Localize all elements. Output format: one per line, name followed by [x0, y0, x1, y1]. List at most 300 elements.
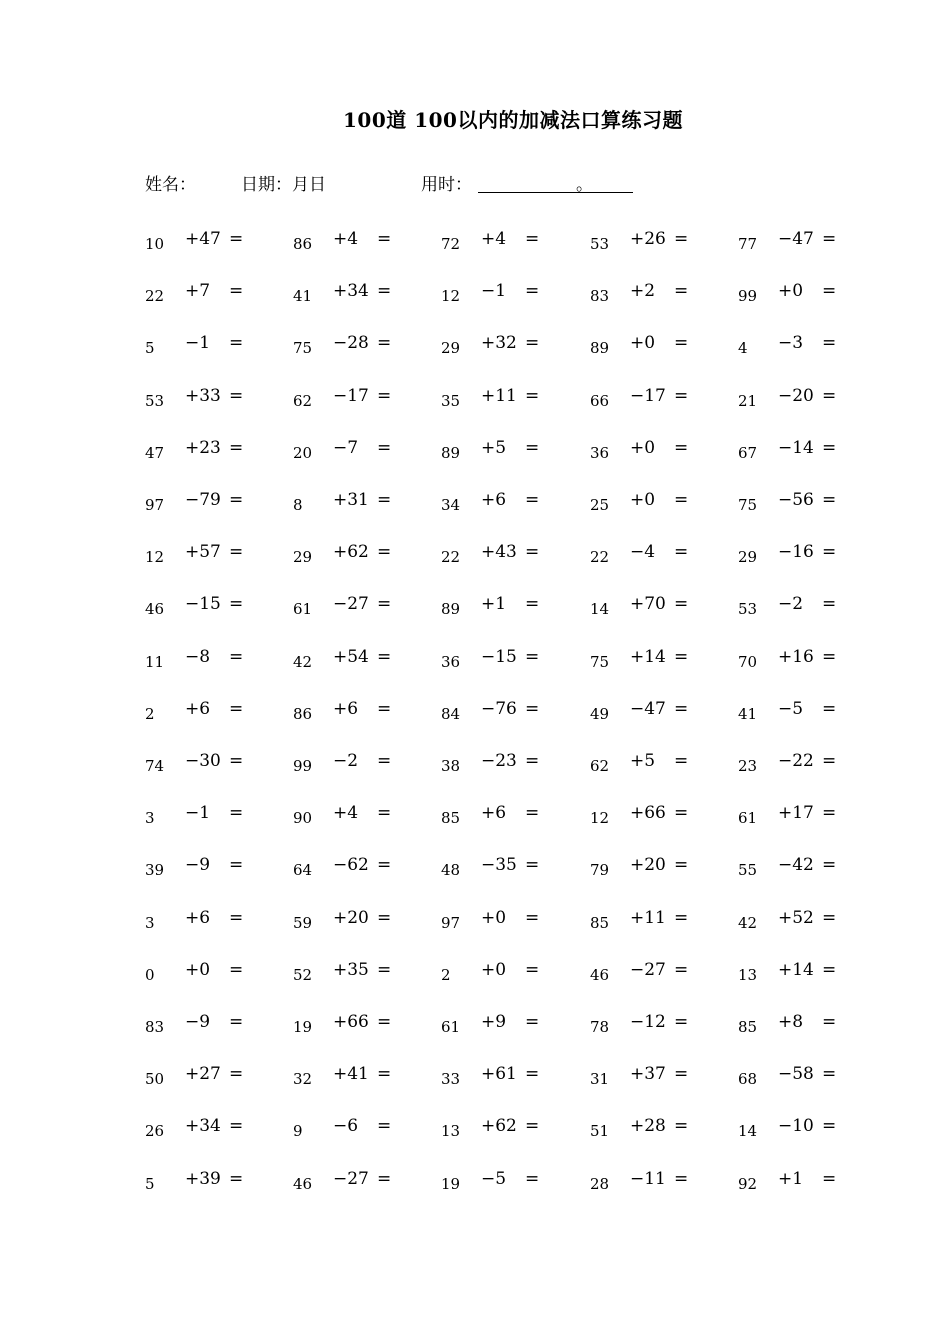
first-operand: 42	[738, 913, 758, 932]
problem-item	[145, 699, 255, 725]
operator-operand: +0	[778, 281, 804, 302]
first-operand: 67	[738, 443, 758, 462]
operator-operand: −9	[185, 855, 211, 876]
operator-operand: −76	[481, 698, 517, 719]
equals-sign: =	[674, 698, 689, 719]
problem-item	[738, 490, 848, 516]
equals-sign: =	[377, 385, 392, 406]
first-operand: 99	[738, 287, 758, 306]
equals-sign: =	[674, 855, 689, 876]
first-operand: 53	[590, 235, 610, 253]
equals-sign: =	[822, 855, 837, 876]
operator-operand: −10	[778, 1116, 814, 1137]
problem-item	[293, 699, 403, 725]
equals-sign: =	[377, 333, 392, 354]
operator-operand: +4	[333, 803, 359, 824]
first-operand: 22	[441, 548, 461, 567]
first-operand: 5	[145, 1174, 155, 1193]
first-operand: 23	[738, 757, 758, 775]
operator-operand: −12	[630, 1012, 666, 1032]
problem-item	[738, 960, 848, 986]
operator-operand: −42	[778, 855, 814, 876]
operator-operand: −17	[333, 385, 369, 406]
problem-item	[293, 386, 403, 412]
problem-item	[293, 438, 403, 464]
operator-operand: −27	[630, 959, 666, 980]
equals-sign: =	[822, 490, 837, 510]
equals-sign: =	[674, 646, 689, 667]
problem-item	[441, 1169, 551, 1195]
equals-sign: =	[377, 803, 392, 824]
problem-item	[293, 1064, 403, 1090]
problem-item	[145, 1064, 255, 1090]
first-operand: 33	[441, 1070, 461, 1089]
operator-operand: +0	[481, 959, 507, 980]
first-operand: 86	[293, 704, 313, 723]
first-operand: 31	[590, 1070, 610, 1089]
problem-item	[145, 386, 255, 412]
first-operand: 13	[441, 1122, 461, 1141]
operator-operand: −5	[481, 1168, 507, 1189]
first-operand: 29	[293, 548, 313, 567]
equals-sign: =	[822, 437, 837, 458]
equals-sign: =	[822, 229, 837, 249]
problem-item	[145, 281, 255, 307]
problem-item	[738, 699, 848, 725]
equals-sign: =	[525, 907, 540, 928]
problem-item	[441, 803, 551, 829]
problem-item	[738, 1012, 848, 1038]
operator-operand: −2	[778, 594, 804, 615]
problem-item	[441, 647, 551, 673]
equals-sign: =	[377, 229, 392, 249]
operator-operand: −28	[333, 333, 369, 354]
first-operand: 83	[590, 287, 610, 306]
equals-sign: =	[674, 594, 689, 615]
equals-sign: =	[525, 333, 540, 354]
operator-operand: +33	[185, 385, 221, 406]
equals-sign: =	[229, 229, 244, 249]
operator-operand: +0	[630, 437, 656, 458]
operator-operand: −47	[778, 229, 814, 249]
problem-item	[441, 699, 551, 725]
problem-item	[590, 386, 700, 412]
equals-sign: =	[229, 959, 244, 980]
operator-operand: +20	[630, 855, 666, 876]
operator-operand: −20	[778, 385, 814, 406]
problem-item	[145, 751, 255, 777]
first-operand: 79	[590, 861, 610, 880]
first-operand: 34	[441, 496, 461, 514]
problem-item	[738, 751, 848, 777]
operator-operand: −23	[481, 751, 517, 771]
first-operand: 75	[590, 652, 610, 671]
first-operand: 36	[441, 652, 461, 671]
first-operand: 89	[441, 443, 461, 462]
first-operand: 3	[145, 809, 155, 828]
operator-operand: −1	[185, 803, 211, 824]
operator-operand: +70	[630, 594, 666, 615]
equals-sign: =	[229, 803, 244, 824]
operator-operand: −35	[481, 855, 517, 876]
first-operand: 47	[145, 443, 165, 462]
problem-item	[590, 542, 700, 568]
problem-item	[145, 438, 255, 464]
operator-operand: +14	[778, 959, 814, 980]
first-operand: 97	[145, 496, 165, 514]
equals-sign: =	[674, 281, 689, 302]
operator-operand: −4	[630, 542, 656, 563]
operator-operand: +6	[333, 698, 359, 719]
first-operand: 77	[738, 235, 758, 253]
first-operand: 46	[590, 965, 610, 984]
first-operand: 78	[590, 1018, 610, 1036]
first-operand: 25	[590, 496, 610, 514]
first-operand: 22	[145, 287, 165, 306]
equals-sign: =	[822, 959, 837, 980]
first-operand: 49	[590, 704, 610, 723]
equals-sign: =	[822, 803, 837, 824]
problem-item	[590, 438, 700, 464]
problem-item	[441, 281, 551, 307]
equals-sign: =	[377, 646, 392, 667]
problem-item	[738, 333, 848, 359]
equals-sign: =	[377, 855, 392, 876]
problem-item	[738, 1064, 848, 1090]
operator-operand: +9	[481, 1012, 507, 1032]
operator-operand: +41	[333, 1064, 369, 1085]
first-operand: 85	[441, 809, 461, 828]
equals-sign: =	[377, 490, 392, 510]
problem-item	[145, 542, 255, 568]
equals-sign: =	[229, 1168, 244, 1189]
problem-item	[293, 229, 403, 255]
first-operand: 83	[145, 1018, 165, 1036]
equals-sign: =	[229, 1064, 244, 1085]
equals-sign: =	[674, 1168, 689, 1189]
operator-operand: +61	[481, 1064, 517, 1085]
first-operand: 90	[293, 809, 313, 828]
problem-item	[145, 960, 255, 986]
equals-sign: =	[377, 281, 392, 302]
equals-sign: =	[822, 385, 837, 406]
problem-item	[590, 1116, 700, 1142]
first-operand: 42	[293, 652, 313, 671]
equals-sign: =	[674, 437, 689, 458]
problem-item	[293, 1169, 403, 1195]
equals-sign: =	[229, 333, 244, 354]
first-operand: 72	[441, 235, 461, 253]
equals-sign: =	[822, 698, 837, 719]
operator-operand: +34	[333, 281, 369, 302]
problem-item	[145, 1169, 255, 1195]
operator-operand: +1	[481, 594, 507, 615]
first-operand: 53	[145, 391, 165, 410]
operator-operand: +28	[630, 1116, 666, 1137]
first-operand: 64	[293, 861, 313, 880]
equals-sign: =	[525, 698, 540, 719]
first-operand: 50	[145, 1070, 165, 1089]
first-operand: 99	[293, 757, 313, 775]
operator-operand: +26	[630, 229, 666, 249]
equals-sign: =	[229, 385, 244, 406]
operator-operand: −2	[333, 751, 359, 771]
operator-operand: +0	[481, 907, 507, 928]
problem-item	[145, 647, 255, 673]
first-operand: 61	[441, 1018, 461, 1036]
problem-item	[145, 855, 255, 881]
operator-operand: +5	[630, 751, 656, 771]
first-operand: 38	[441, 757, 461, 775]
problem-item	[590, 908, 700, 934]
operator-operand: +57	[185, 542, 221, 563]
equals-sign: =	[525, 1116, 540, 1137]
operator-operand: +43	[481, 542, 517, 563]
equals-sign: =	[822, 333, 837, 354]
problem-item	[590, 333, 700, 359]
equals-sign: =	[525, 385, 540, 406]
first-operand: 48	[441, 861, 461, 880]
problem-item	[293, 960, 403, 986]
operator-operand: +7	[185, 281, 211, 302]
first-operand: 10	[145, 235, 165, 253]
problem-item	[293, 333, 403, 359]
first-operand: 62	[293, 391, 313, 410]
operator-operand: −1	[185, 333, 211, 354]
date-label: 日期：月日	[241, 175, 326, 195]
equals-sign: =	[525, 959, 540, 980]
problem-item	[590, 281, 700, 307]
operator-operand: −15	[185, 594, 221, 615]
problem-item	[738, 908, 848, 934]
operator-operand: +4	[481, 229, 507, 249]
equals-sign: =	[229, 490, 244, 510]
operator-operand: +0	[185, 959, 211, 980]
first-operand: 46	[293, 1174, 313, 1193]
equals-sign: =	[525, 229, 540, 249]
operator-operand: +4	[333, 229, 359, 249]
problem-item	[145, 490, 255, 516]
equals-sign: =	[822, 1168, 837, 1189]
problem-item	[145, 1012, 255, 1038]
first-operand: 22	[590, 548, 610, 567]
problem-item	[738, 281, 848, 307]
operator-operand: +6	[185, 907, 211, 928]
first-operand: 92	[738, 1174, 758, 1193]
first-operand: 51	[590, 1122, 610, 1141]
equals-sign: =	[229, 1116, 244, 1137]
first-operand: 13	[738, 965, 758, 984]
problem-item	[738, 386, 848, 412]
operator-operand: +20	[333, 907, 369, 928]
first-operand: 4	[738, 339, 748, 358]
name-label: 姓名：	[145, 175, 196, 195]
equals-sign: =	[377, 751, 392, 771]
operator-operand: +6	[481, 490, 507, 510]
operator-operand: +11	[481, 385, 517, 406]
first-operand: 19	[293, 1018, 313, 1036]
problem-item	[738, 647, 848, 673]
problem-item	[293, 751, 403, 777]
operator-operand: +27	[185, 1064, 221, 1085]
equals-sign: =	[229, 855, 244, 876]
first-operand: 12	[590, 809, 610, 828]
operator-operand: +31	[333, 490, 369, 510]
equals-sign: =	[674, 542, 689, 563]
problem-item	[738, 1169, 848, 1195]
problem-item	[738, 438, 848, 464]
first-operand: 0	[145, 965, 155, 984]
equals-sign: =	[674, 1064, 689, 1085]
operator-operand: +14	[630, 646, 666, 667]
operator-operand: +0	[630, 490, 656, 510]
equals-sign: =	[822, 1116, 837, 1137]
operator-operand: +52	[778, 907, 814, 928]
operator-operand: −47	[630, 698, 666, 719]
operator-operand: +62	[333, 542, 369, 563]
first-operand: 61	[738, 809, 758, 828]
first-operand: 14	[738, 1122, 758, 1141]
first-operand: 12	[441, 287, 461, 306]
equals-sign: =	[377, 542, 392, 563]
first-operand: 8	[293, 496, 303, 514]
problem-item	[293, 803, 403, 829]
time-blank-mark: 。	[576, 175, 593, 195]
operator-operand: +2	[630, 281, 656, 302]
problem-item	[293, 1012, 403, 1038]
equals-sign: =	[822, 907, 837, 928]
problem-item	[441, 1116, 551, 1142]
operator-operand: −17	[630, 385, 666, 406]
operator-operand: −79	[185, 490, 221, 510]
problem-item	[590, 855, 700, 881]
problem-item	[145, 229, 255, 255]
first-operand: 35	[441, 391, 461, 410]
equals-sign: =	[377, 907, 392, 928]
first-operand: 52	[293, 965, 313, 984]
operator-operand: +1	[778, 1168, 804, 1189]
equals-sign: =	[377, 1064, 392, 1085]
problem-item	[145, 594, 255, 620]
operator-operand: +16	[778, 646, 814, 667]
equals-sign: =	[229, 1012, 244, 1032]
problem-item	[145, 333, 255, 359]
problem-item	[441, 333, 551, 359]
problem-item	[441, 908, 551, 934]
problem-item	[293, 855, 403, 881]
operator-operand: +47	[185, 229, 221, 249]
equals-sign: =	[525, 281, 540, 302]
equals-sign: =	[822, 594, 837, 615]
equals-sign: =	[674, 959, 689, 980]
equals-sign: =	[525, 855, 540, 876]
operator-operand: −14	[778, 437, 814, 458]
problem-item	[293, 647, 403, 673]
first-operand: 66	[590, 391, 610, 410]
problem-item	[293, 1116, 403, 1142]
first-operand: 46	[145, 600, 165, 619]
equals-sign: =	[377, 1168, 392, 1189]
operator-operand: −22	[778, 751, 814, 771]
operator-operand: +39	[185, 1168, 221, 1189]
operator-operand: −8	[185, 646, 211, 667]
operator-operand: +32	[481, 333, 517, 354]
problem-item	[590, 229, 700, 255]
equals-sign: =	[822, 1012, 837, 1032]
equals-sign: =	[674, 803, 689, 824]
first-operand: 12	[145, 548, 165, 567]
operator-operand: −16	[778, 542, 814, 563]
problem-item	[590, 1064, 700, 1090]
equals-sign: =	[674, 751, 689, 771]
equals-sign: =	[674, 1116, 689, 1137]
operator-operand: −27	[333, 1168, 369, 1189]
first-operand: 74	[145, 757, 165, 775]
equals-sign: =	[822, 542, 837, 563]
first-operand: 5	[145, 339, 155, 358]
equals-sign: =	[822, 646, 837, 667]
equals-sign: =	[229, 698, 244, 719]
equals-sign: =	[525, 751, 540, 771]
first-operand: 11	[145, 652, 165, 671]
equals-sign: =	[229, 281, 244, 302]
page-title: 100道 100以内的加减法口算练习题	[343, 108, 683, 132]
first-operand: 29	[738, 548, 758, 567]
operator-operand: −30	[185, 751, 221, 771]
equals-sign: =	[525, 542, 540, 563]
operator-operand: −62	[333, 855, 369, 876]
equals-sign: =	[229, 437, 244, 458]
first-operand: 9	[293, 1122, 303, 1141]
operator-operand: +35	[333, 959, 369, 980]
problem-item	[293, 281, 403, 307]
equals-sign: =	[525, 594, 540, 615]
operator-operand: +0	[630, 333, 656, 354]
operator-operand: +17	[778, 803, 814, 824]
first-operand: 55	[738, 861, 758, 880]
first-operand: 2	[441, 965, 451, 984]
equals-sign: =	[674, 1012, 689, 1032]
problem-item	[441, 960, 551, 986]
problem-item	[590, 699, 700, 725]
first-operand: 29	[441, 339, 461, 358]
first-operand: 36	[590, 443, 610, 462]
equals-sign: =	[229, 907, 244, 928]
operator-operand: −9	[185, 1012, 211, 1032]
problem-item	[738, 855, 848, 881]
first-operand: 89	[590, 339, 610, 358]
first-operand: 85	[590, 913, 610, 932]
problem-item	[441, 386, 551, 412]
problem-item	[441, 594, 551, 620]
equals-sign: =	[525, 1064, 540, 1085]
operator-operand: −11	[630, 1168, 666, 1189]
equals-sign: =	[377, 594, 392, 615]
first-operand: 85	[738, 1018, 758, 1036]
first-operand: 39	[145, 861, 165, 880]
operator-operand: −1	[481, 281, 507, 302]
first-operand: 68	[738, 1070, 758, 1089]
problem-item	[293, 594, 403, 620]
problem-item	[293, 908, 403, 934]
operator-operand: +54	[333, 646, 369, 667]
problem-item	[738, 542, 848, 568]
equals-sign: =	[525, 437, 540, 458]
operator-operand: −27	[333, 594, 369, 615]
operator-operand: +5	[481, 437, 507, 458]
first-operand: 28	[590, 1174, 610, 1193]
operator-operand: +37	[630, 1064, 666, 1085]
